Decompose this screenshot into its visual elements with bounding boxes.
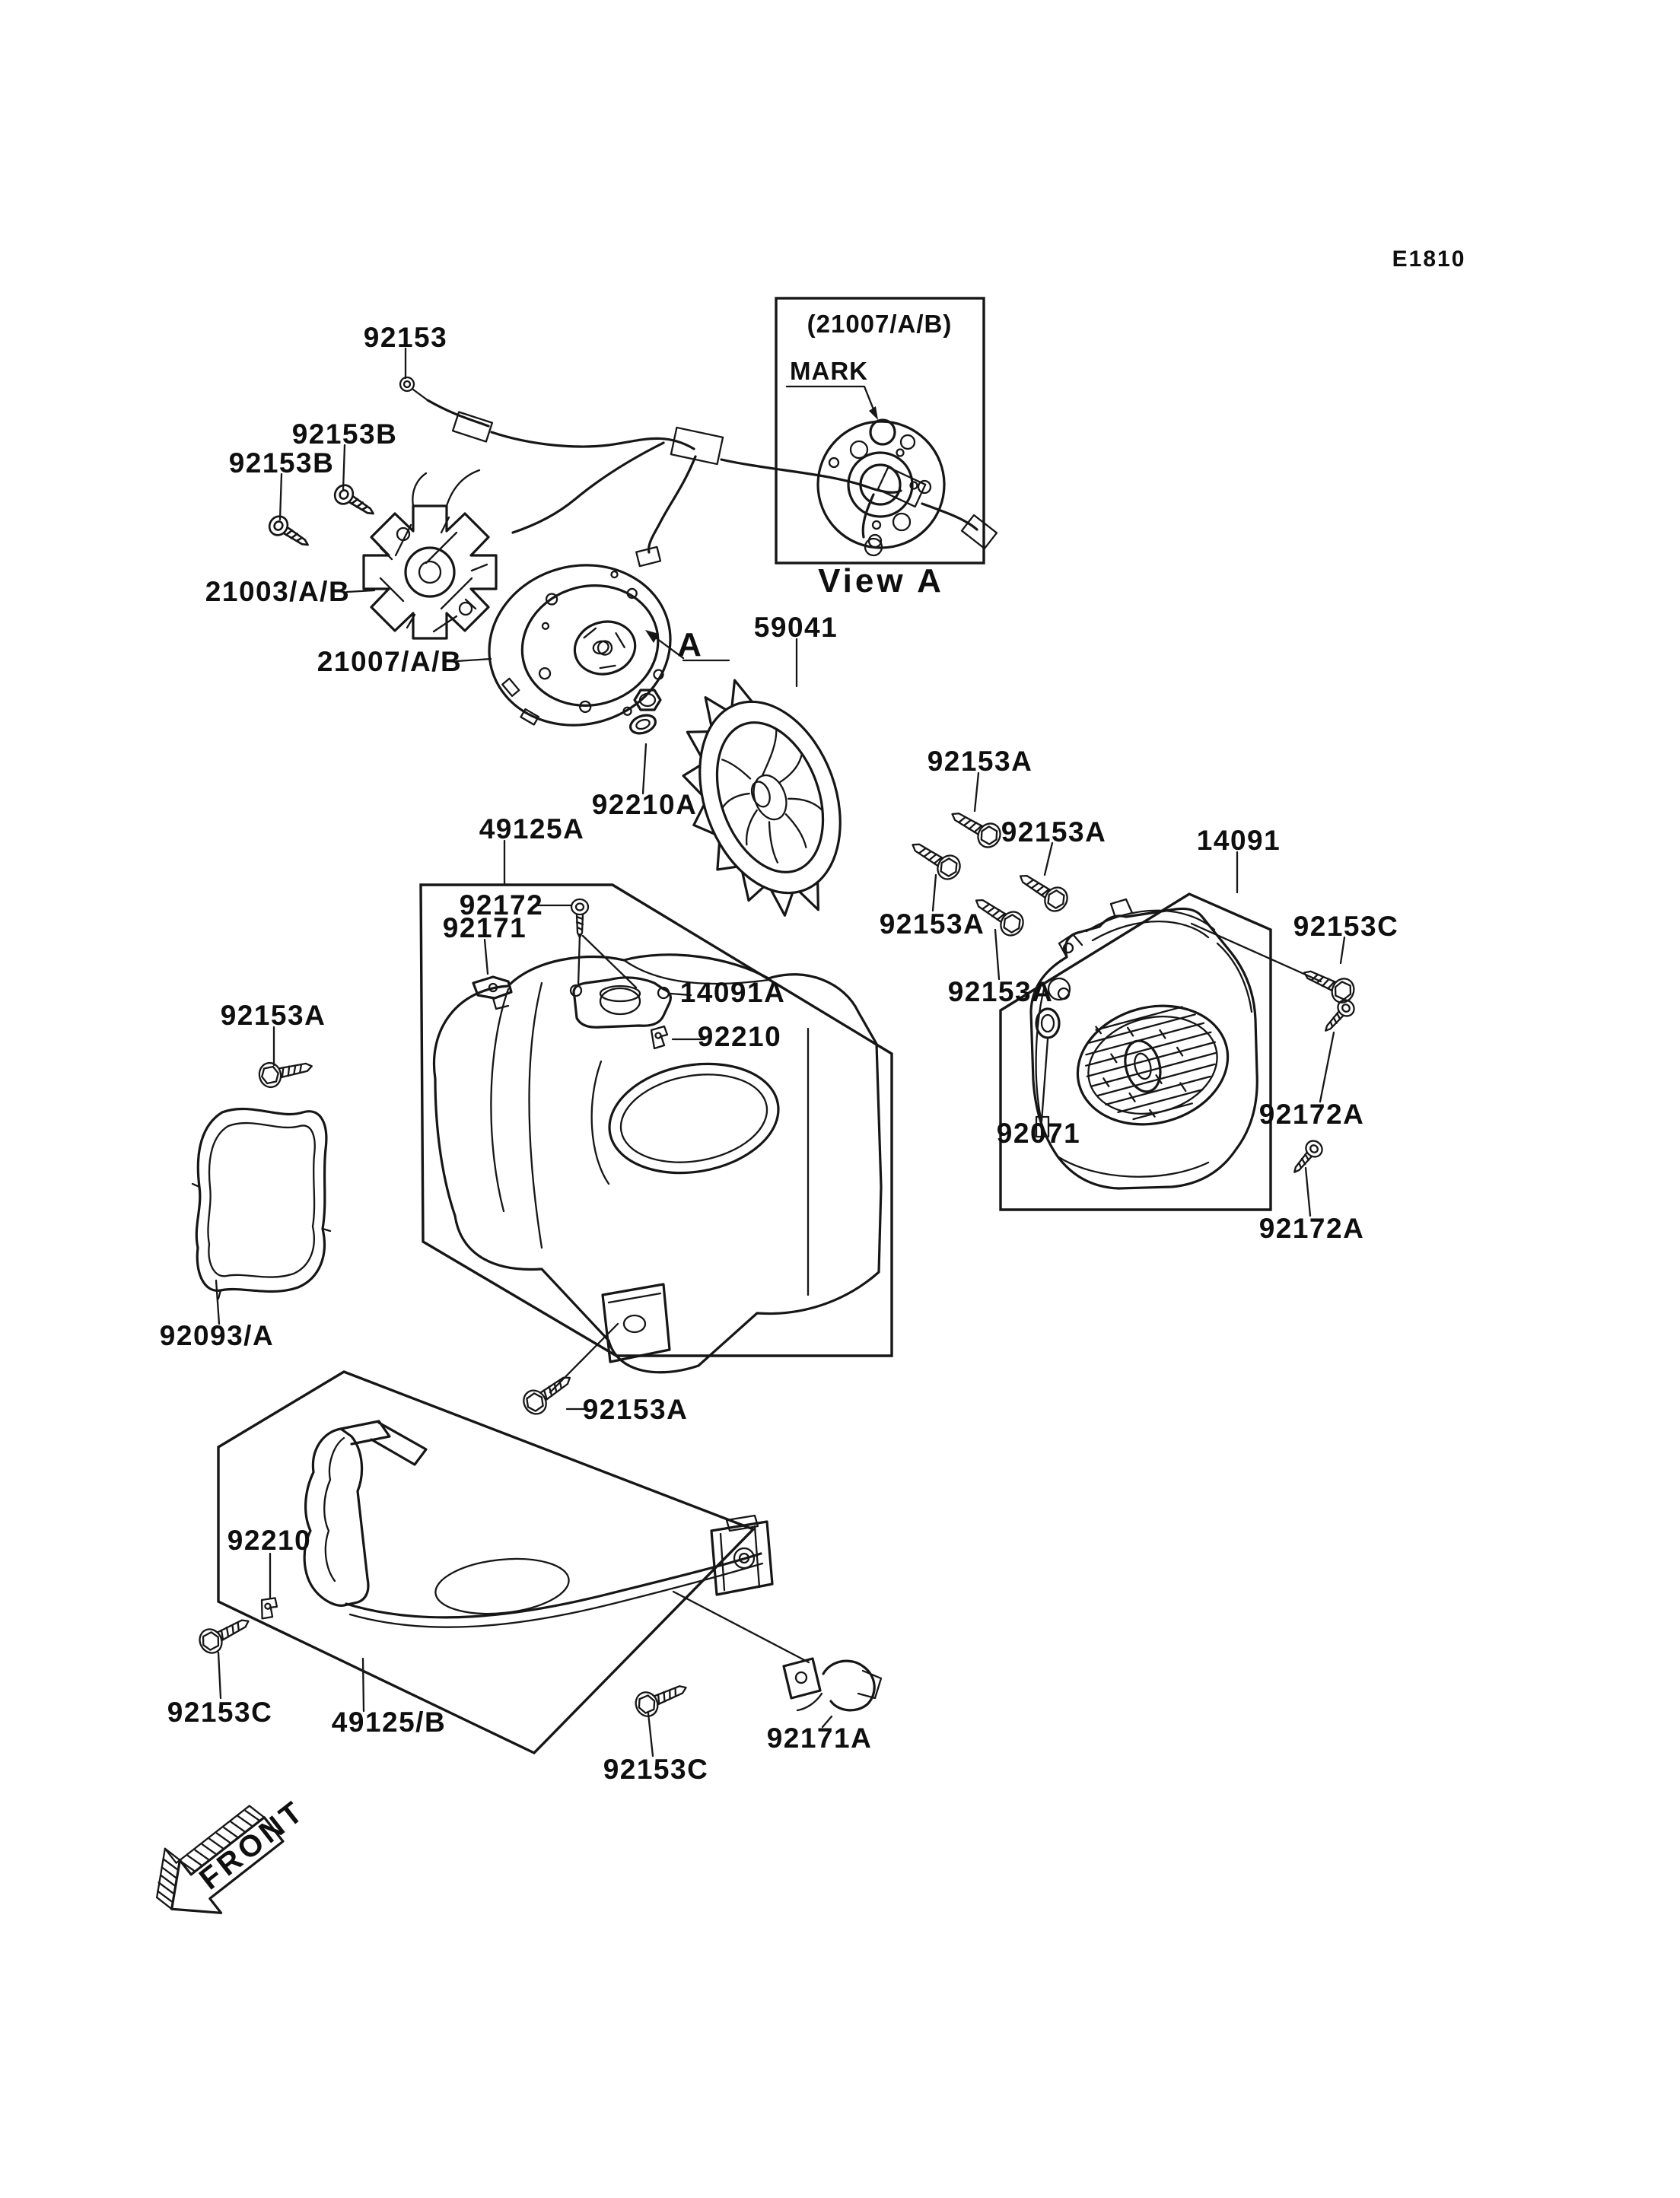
callout-92153a-2: 92153A	[1001, 816, 1107, 848]
bolt-92153a-2	[1013, 866, 1071, 915]
view-a-caption: View A	[818, 562, 944, 600]
clip-92210-upper	[651, 1026, 667, 1048]
callout-92071: 92071	[996, 1118, 1081, 1149]
callout-92153: 92153	[363, 322, 448, 353]
screw-92172	[571, 899, 588, 937]
callout-92210-lower: 92210	[227, 1525, 312, 1556]
ring-92071	[1036, 1009, 1059, 1038]
clip-92210-lower	[259, 1596, 278, 1621]
callout-92210-upper: 92210	[697, 1021, 782, 1052]
shroud-49125a	[434, 955, 881, 1373]
callout-92153b-1: 92153B	[291, 418, 398, 450]
lower-shroud-49125b	[304, 1421, 772, 1627]
bolt-92153a-left	[257, 1054, 314, 1089]
callout-92153b-2: 92153B	[228, 447, 335, 479]
callout-49125b: 49125/B	[331, 1707, 447, 1738]
flywheel-21007	[471, 545, 689, 746]
harness-92153	[400, 377, 997, 566]
callout-59041: 59041	[753, 612, 838, 643]
callout-92153a-4: 92153A	[947, 976, 1054, 1007]
callout-14091a: 14091A	[679, 977, 786, 1008]
bolt-92153c-lower-left	[196, 1611, 254, 1657]
callout-21003ab: 21003/A/B	[205, 576, 351, 607]
screw-92153b-2	[266, 513, 313, 553]
stator-21003	[364, 470, 496, 638]
screw-92153b-1	[331, 482, 378, 522]
callout-92153c-lm: 92153C	[603, 1754, 709, 1785]
cover-14091a	[571, 978, 670, 1027]
callout-ref-a: A	[677, 626, 705, 663]
callout-92153c-right: 92153C	[1293, 911, 1399, 942]
front-arrow	[136, 1767, 322, 1938]
front-label: FRONT	[193, 1793, 312, 1897]
callout-92171a: 92171A	[766, 1722, 873, 1754]
callout-92153c-ll: 92153C	[167, 1697, 273, 1728]
bolt-92153c-lower-mid	[632, 1676, 691, 1719]
clamp-92171a	[784, 1659, 881, 1710]
callout-92172: 92172	[459, 889, 544, 921]
bolt-92153a-bottom	[519, 1368, 577, 1418]
callout-92172a-1: 92172A	[1258, 1099, 1365, 1130]
callout-92153a-left: 92153A	[220, 1000, 326, 1031]
callout-92153a-3: 92153A	[879, 908, 985, 940]
mark-leader-line	[787, 386, 875, 413]
callout-92153a-bottom: 92153A	[582, 1394, 689, 1425]
callout-21007ab: 21007/A/B	[317, 646, 463, 677]
bolt-92153c-right	[1299, 962, 1357, 1007]
callout-14091: 14091	[1196, 825, 1281, 856]
page-code: E1810	[1392, 247, 1466, 272]
gasket-92093	[192, 1109, 330, 1299]
mark-arrowhead-icon	[869, 406, 878, 420]
view-a-box	[776, 298, 984, 600]
callout-92172a-2: 92172A	[1258, 1213, 1365, 1244]
callout-92171: 92171	[442, 912, 527, 943]
callout-92153a-1: 92153A	[927, 746, 1033, 777]
view-a-title: (21007/A/B)	[807, 310, 953, 338]
callout-92210a: 92210A	[591, 789, 698, 820]
view-a-mark-label: MARK	[790, 357, 868, 385]
callout-49125a: 49125A	[479, 813, 585, 845]
callout-92093a: 92093/A	[159, 1320, 275, 1351]
